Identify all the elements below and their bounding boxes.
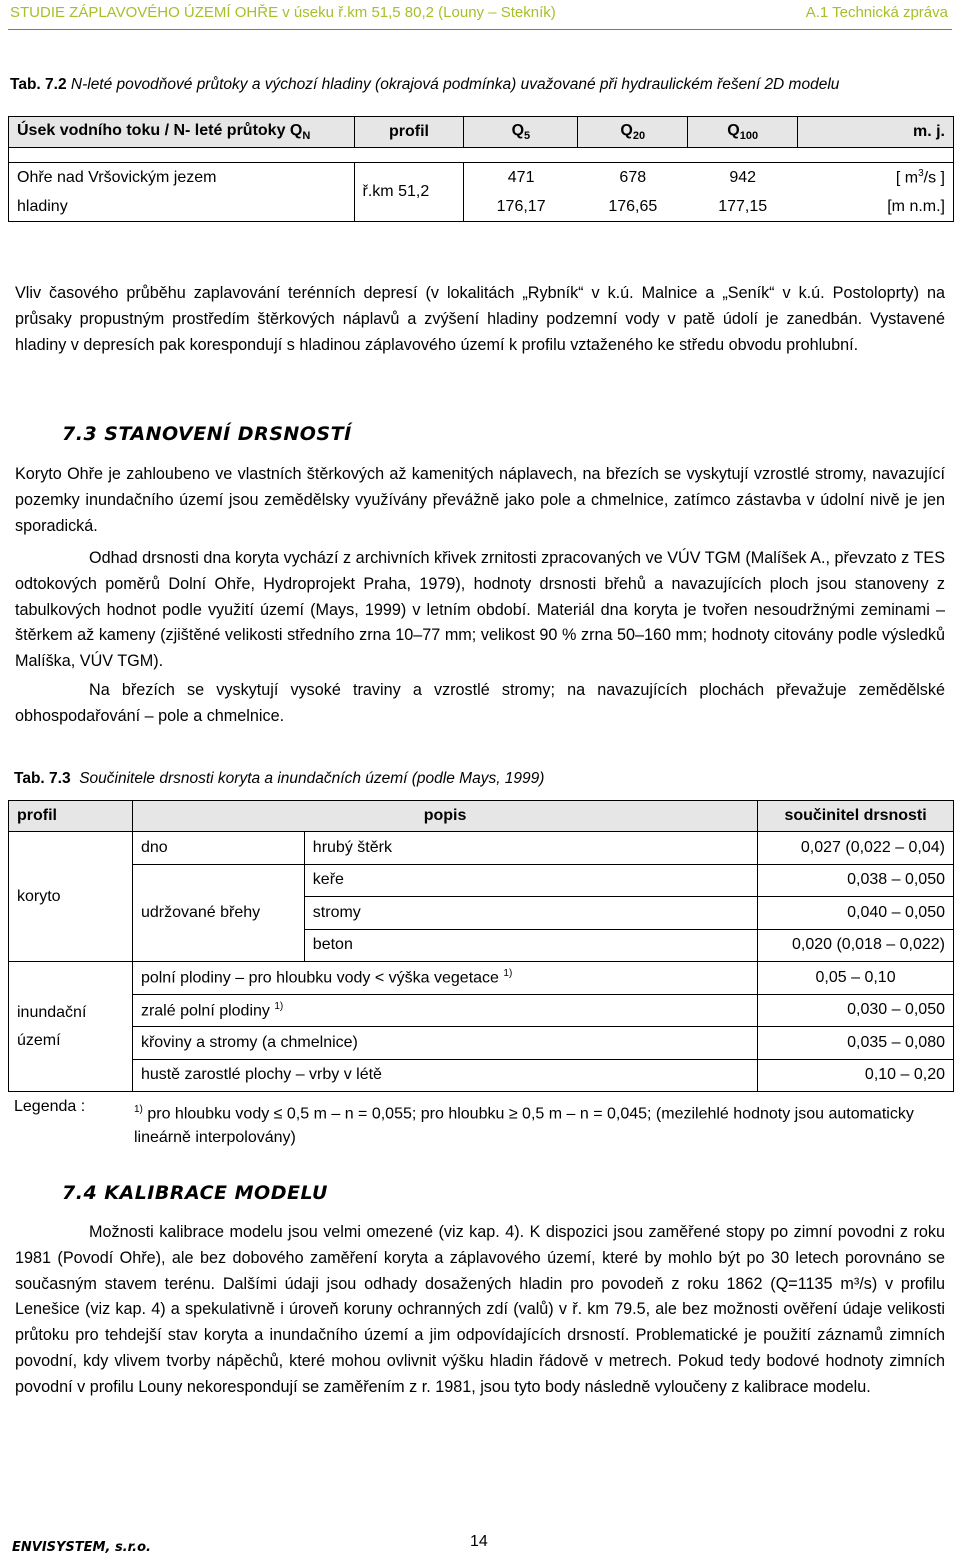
row-zrale: zralé polní plodiny $^{1)}$ xyxy=(132,994,757,1027)
row-kroviny-value: 0,035 – 0,080 xyxy=(758,1027,954,1060)
table-row xyxy=(9,1027,954,1060)
table-row xyxy=(9,962,954,995)
discharge-table xyxy=(8,116,954,222)
row-q5: 176,17 xyxy=(464,192,578,222)
col-header-coefficient: součinitel drsnosti xyxy=(758,801,954,832)
row-unit: [ $m^3/s$ ] xyxy=(798,163,954,193)
group-inundacni: inundační území xyxy=(9,962,133,1092)
legend-text: $^{1)}$ pro hloubku vody ≤ 0,5 m – n = 0,055; pro hloubku ≥ 0,5 m – n = 0,045; (mezilehlé hodnoty jsou automaticky lineárně interpolovány) xyxy=(134,1104,914,1147)
table-row xyxy=(9,832,954,865)
col-header-section: Úsek vodního toku / N- leté průtoky $Q_N$ xyxy=(9,117,355,148)
paragraph-depressions: Vliv časového průběhu zaplavování terénních depresí (v lokalitách „Rybník“ v k.ú. Malnice a „Seník“ v k.ú. Postoloprty) na průsaky propustným prostředím štěrkových náplavů a zvýšení hladiny podzemní vody v patě údolí je zanedbán. Vystavené hladiny v depresích pak korespondují s hladinou záplavového území k profilu vztaženého ke středu obvodu prohlubní. xyxy=(15,284,945,354)
header-title: STUDIE ZÁPLAVOVÉHO ÚZEMÍ OHŘE v úseku ř.km 51,5 80,2 (Louny – Stekník) xyxy=(10,4,556,21)
row-hruby: hrubý štěrk xyxy=(304,832,757,865)
col-header-q5: $Q_5$ xyxy=(464,117,578,148)
table1-caption xyxy=(10,76,839,94)
col-header-profil: profil xyxy=(354,117,464,148)
row-q5: 471 xyxy=(464,163,578,193)
paragraph-riverbed: Koryto Ohře je zahloubeno ve vlastních štěrkových až kamenitých náplavech, na březích se vyskytují vzrostlé stromy, navazující pozemky inundačního území jsou zemědělsky využívány převážně jako pole a chmelnice, zatímco zástavba v údolní nivě je jen sporadická. xyxy=(15,465,945,535)
row-dno: dno xyxy=(132,832,304,865)
table1-caption-text: N-leté povodňové průtoky a výchozí hladiny (okrajová podmínka) uvažované při hydraulickém řešení 2D modelu xyxy=(70,76,840,93)
row-q100: 942 xyxy=(688,163,798,193)
section-heading-7-3: 7.3 STANOVENÍ DRSNOSTÍ xyxy=(62,423,352,445)
header-section: A.1 Technická zpráva xyxy=(805,4,948,21)
table2-caption-text: Součinitele drsnosti koryta a inundačních území (podle Mays, 1999) xyxy=(79,770,545,787)
row-huste-value: 0,10 – 0,20 xyxy=(758,1059,954,1092)
row-unit: [m n.m.] xyxy=(798,192,954,222)
row-hruby-value: 0,027 (0,022 – 0,04) xyxy=(758,832,954,865)
col-header-profil: profil xyxy=(9,801,133,832)
row-name: hladiny xyxy=(9,192,355,222)
paragraph-banks: Na březích se vyskytují vysoké traviny a vzrostlé stromy; na navazujících plochách převažuje zemědělské obhospodařování – pole a chmelnice. xyxy=(15,681,945,725)
table2-caption-label: Tab. 7.3 xyxy=(14,770,71,787)
row-kere: keře xyxy=(304,864,757,897)
table-row xyxy=(9,192,954,222)
roughness-table xyxy=(8,800,954,1092)
row-polni: polní plodiny – pro hloubku vody < výška vegetace $^{1)}$ xyxy=(132,962,757,995)
col-header-q100: $Q_{100}$ xyxy=(688,117,798,148)
table-spacer xyxy=(9,148,954,163)
row-q20: 678 xyxy=(578,163,688,193)
paragraph-roughness-estimate: Odhad drsnosti dna koryta vychází z archivních křivek zrnitosti zpracovaných ve VÚV TGM (Malíšek A., převzato z TES odtokových poměrů Dolní Ohře, Hydroprojekt Praha, 1979), hodnoty drsnosti břehů a navazujících ploch jsou stanoveny z tabulkových hodnot podle využití území (Mays, 1999) v letním období. Materiál dna koryta je tvořen nesoudržnými zeminami – štěrkem až kameny (zjištěné velikosti středního zrna 10–77 mm; velikost 90 % zrna 50–160 mm; hodnoty citovány podle výsledků Malíška, VÚV TGM). xyxy=(15,549,945,671)
row-stromy-value: 0,040 – 0,050 xyxy=(758,897,954,930)
table2-caption xyxy=(14,770,544,788)
row-profil: ř.km 51,2 xyxy=(354,163,464,222)
col-header-unit: m. j. xyxy=(798,117,954,148)
row-q100: 177,15 xyxy=(688,192,798,222)
row-zrale-value: 0,030 – 0,050 xyxy=(758,994,954,1027)
row-kere-value: 0,038 – 0,050 xyxy=(758,864,954,897)
table-row xyxy=(9,1059,954,1092)
col-header-popis: popis xyxy=(132,801,757,832)
col-header-q20: $Q_{20}$ xyxy=(578,117,688,148)
row-stromy: stromy xyxy=(304,897,757,930)
table-row xyxy=(9,117,954,148)
page-number: 14 xyxy=(470,1533,488,1550)
footer-brand: ENVISYSTEM, s.r.o. xyxy=(12,1540,151,1555)
table-row xyxy=(9,994,954,1027)
paragraph-calibration: Možnosti kalibrace modelu jsou velmi omezené (viz kap. 4). K dispozici jsou zaměřené stopy po zimní povodni z roku 1981 (Povodí Ohře), ale bez dobového zaměření koryta a záplavového území, které by mohlo být po 30 letech porovnáno se současným stavem terénu. Dalšími údaji jsou odhady dosažených hladin pro povodeň z roku 1862 (Q=1135 m³/s) v profilu Lenešice (viz kap. 4) a spekulativně i úroveň koruny ochranných zdí (valů) v ř. km 79.5, ale bez možnosti ověření údaje velikosti průtoku pro tehdejší stav koryta a inundačního území a jim odpovídajících drsností. Problematické je použití záznamů zimních povodní, kdy vlivem tvorby nápěchů, které mohou ovlivnit výšku hladin řádově v metrech. Pokud tedy bodové hodnoty zimních povodní v profilu Louny nekorespondují se zaměřením z r. 1981, jsou tyto body následně vyloučeny z kalibrace modelu. xyxy=(15,1223,945,1396)
table-row xyxy=(9,864,954,897)
header-divider xyxy=(8,29,952,30)
group-koryto: koryto xyxy=(9,832,133,962)
table-row xyxy=(9,163,954,193)
table-row xyxy=(9,801,954,832)
row-beton: beton xyxy=(304,929,757,962)
row-name: Ohře nad Vršovickým jezem xyxy=(9,163,355,193)
row-udrzovane: udržované břehy xyxy=(132,864,304,962)
row-huste: hustě zarostlé plochy – vrby v létě xyxy=(132,1059,757,1092)
row-polni-value: 0,05 – 0,10 xyxy=(758,962,954,995)
row-kroviny: křoviny a stromy (a chmelnice) xyxy=(132,1027,757,1060)
table1-caption-label: Tab. 7.2 xyxy=(10,76,67,93)
row-beton-value: 0,020 (0,018 – 0,022) xyxy=(758,929,954,962)
section-heading-7-4: 7.4 KALIBRACE MODELU xyxy=(62,1182,328,1204)
legend-label: Legenda : xyxy=(14,1098,86,1115)
page-header xyxy=(10,4,948,26)
row-q20: 176,65 xyxy=(578,192,688,222)
